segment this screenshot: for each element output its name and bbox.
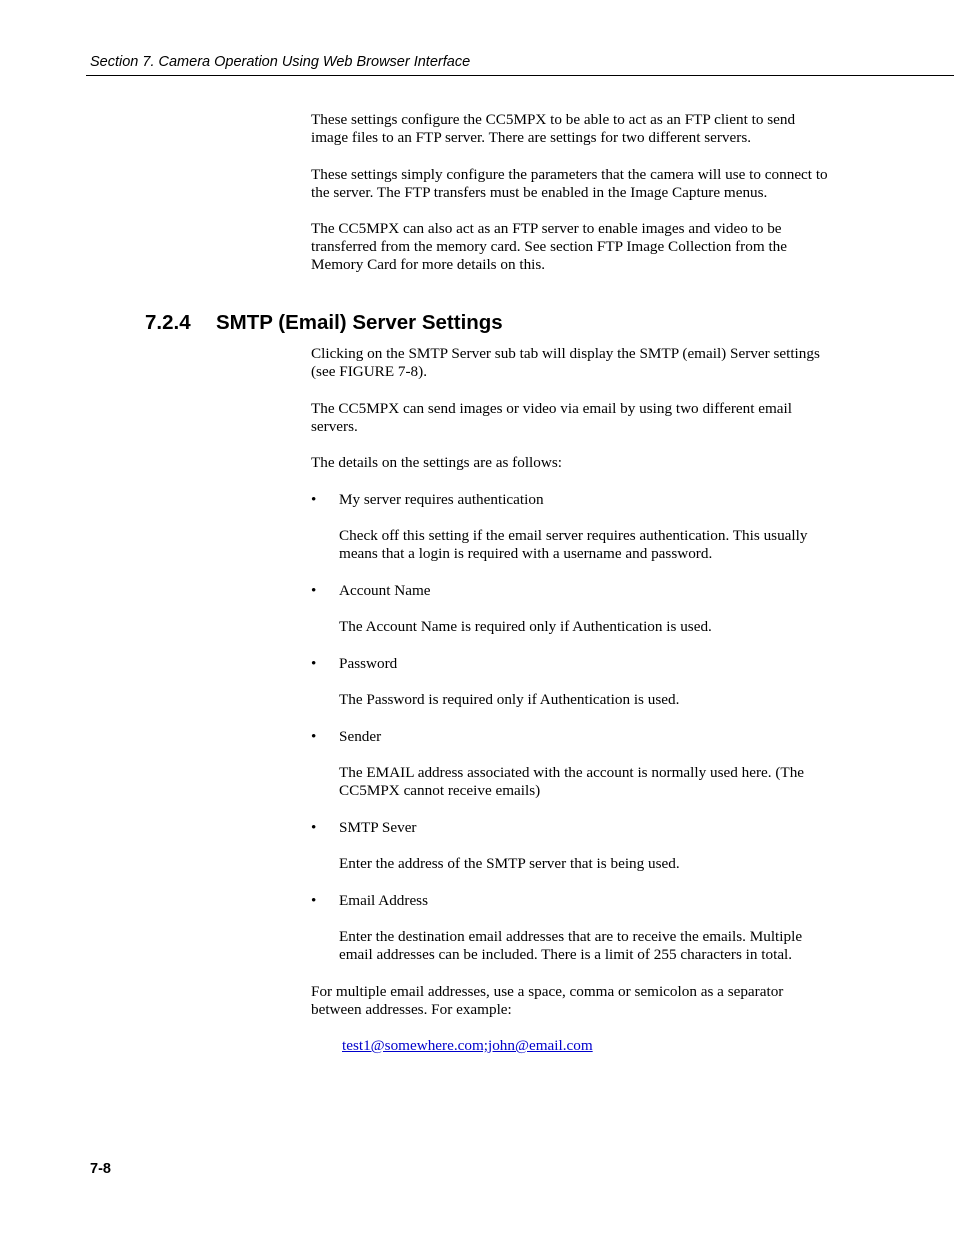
intro-paragraph: These settings configure the CC5MPX to be able to act as an FTP client to send image files to an FTP server. There are settings for two different servers. (311, 111, 796, 146)
example-line (311, 1037, 831, 1055)
setting-label: Account Name (339, 581, 431, 599)
setting-label: SMTP Sever (339, 818, 417, 836)
setting-item (311, 655, 831, 673)
section-paragraph: The details on the settings are as follows: (311, 454, 562, 471)
intro-paragraph: The CC5MPX can also act as an FTP server to enable images and video to be transferred from the memory card. See section FTP Image Collection from the Memory Card for more details on this. (311, 220, 788, 273)
setting-label: Sender (339, 727, 382, 745)
setting-description: Enter the destination email addresses that are to receive the emails. Multiple email addresses can be included. There is a limit of 255 characters in total. (339, 927, 803, 963)
setting-description: The Account Name is required only if Authentication is used. (339, 617, 712, 635)
setting-label: My server requires authentication (339, 490, 544, 508)
bullet-icon: • (311, 727, 317, 745)
bullet-icon: • (311, 818, 317, 836)
setting-item (311, 819, 831, 837)
setting-description: The Password is required only if Authentication is used. (339, 690, 680, 708)
header-rule (86, 75, 954, 76)
setting-item (311, 582, 831, 600)
intro-text (311, 111, 831, 293)
section-paragraph: Clicking on the SMTP Server sub tab will display the SMTP (email) Server settings (see FIGURE 7-8). (311, 345, 820, 380)
running-header: Section 7. Camera Operation Using Web Browser Interface (90, 54, 471, 70)
example-email-link[interactable]: test1@somewhere.com;john@email.com (342, 1037, 593, 1054)
section-title: SMTP (Email) Server Settings (216, 311, 503, 334)
setting-description: Enter the address of the SMTP server that is being used. (339, 854, 680, 872)
separator-note: For multiple email addresses, use a space, comma or semicolon as a separator between addresses. For example: (311, 982, 784, 1018)
section-body (311, 345, 831, 1074)
setting-description: The EMAIL address associated with the account is normally used here. (The CC5MPX cannot receive emails) (339, 763, 805, 799)
setting-label: Password (339, 654, 398, 672)
section-paragraph: The CC5MPX can send images or video via email by using two different email servers. (311, 399, 792, 435)
setting-description: Check off this setting if the email server requires authentication. This usually means that a login is required with a username and password. (339, 526, 808, 562)
bullet-icon: • (311, 654, 317, 672)
setting-label: Email Address (339, 891, 429, 909)
section-heading (145, 311, 503, 335)
page-number: 7-8 (90, 1161, 111, 1177)
intro-paragraph: These settings simply configure the parameters that the camera will use to connect to the server. The FTP transfers must be enabled in the Image Capture menus. (311, 165, 828, 201)
setting-item (311, 491, 831, 509)
section-number: 7.2.4 (145, 311, 191, 334)
setting-item (311, 892, 831, 910)
setting-item (311, 728, 831, 746)
bullet-icon: • (311, 490, 317, 508)
bullet-icon: • (311, 581, 317, 599)
bullet-icon: • (311, 891, 317, 909)
